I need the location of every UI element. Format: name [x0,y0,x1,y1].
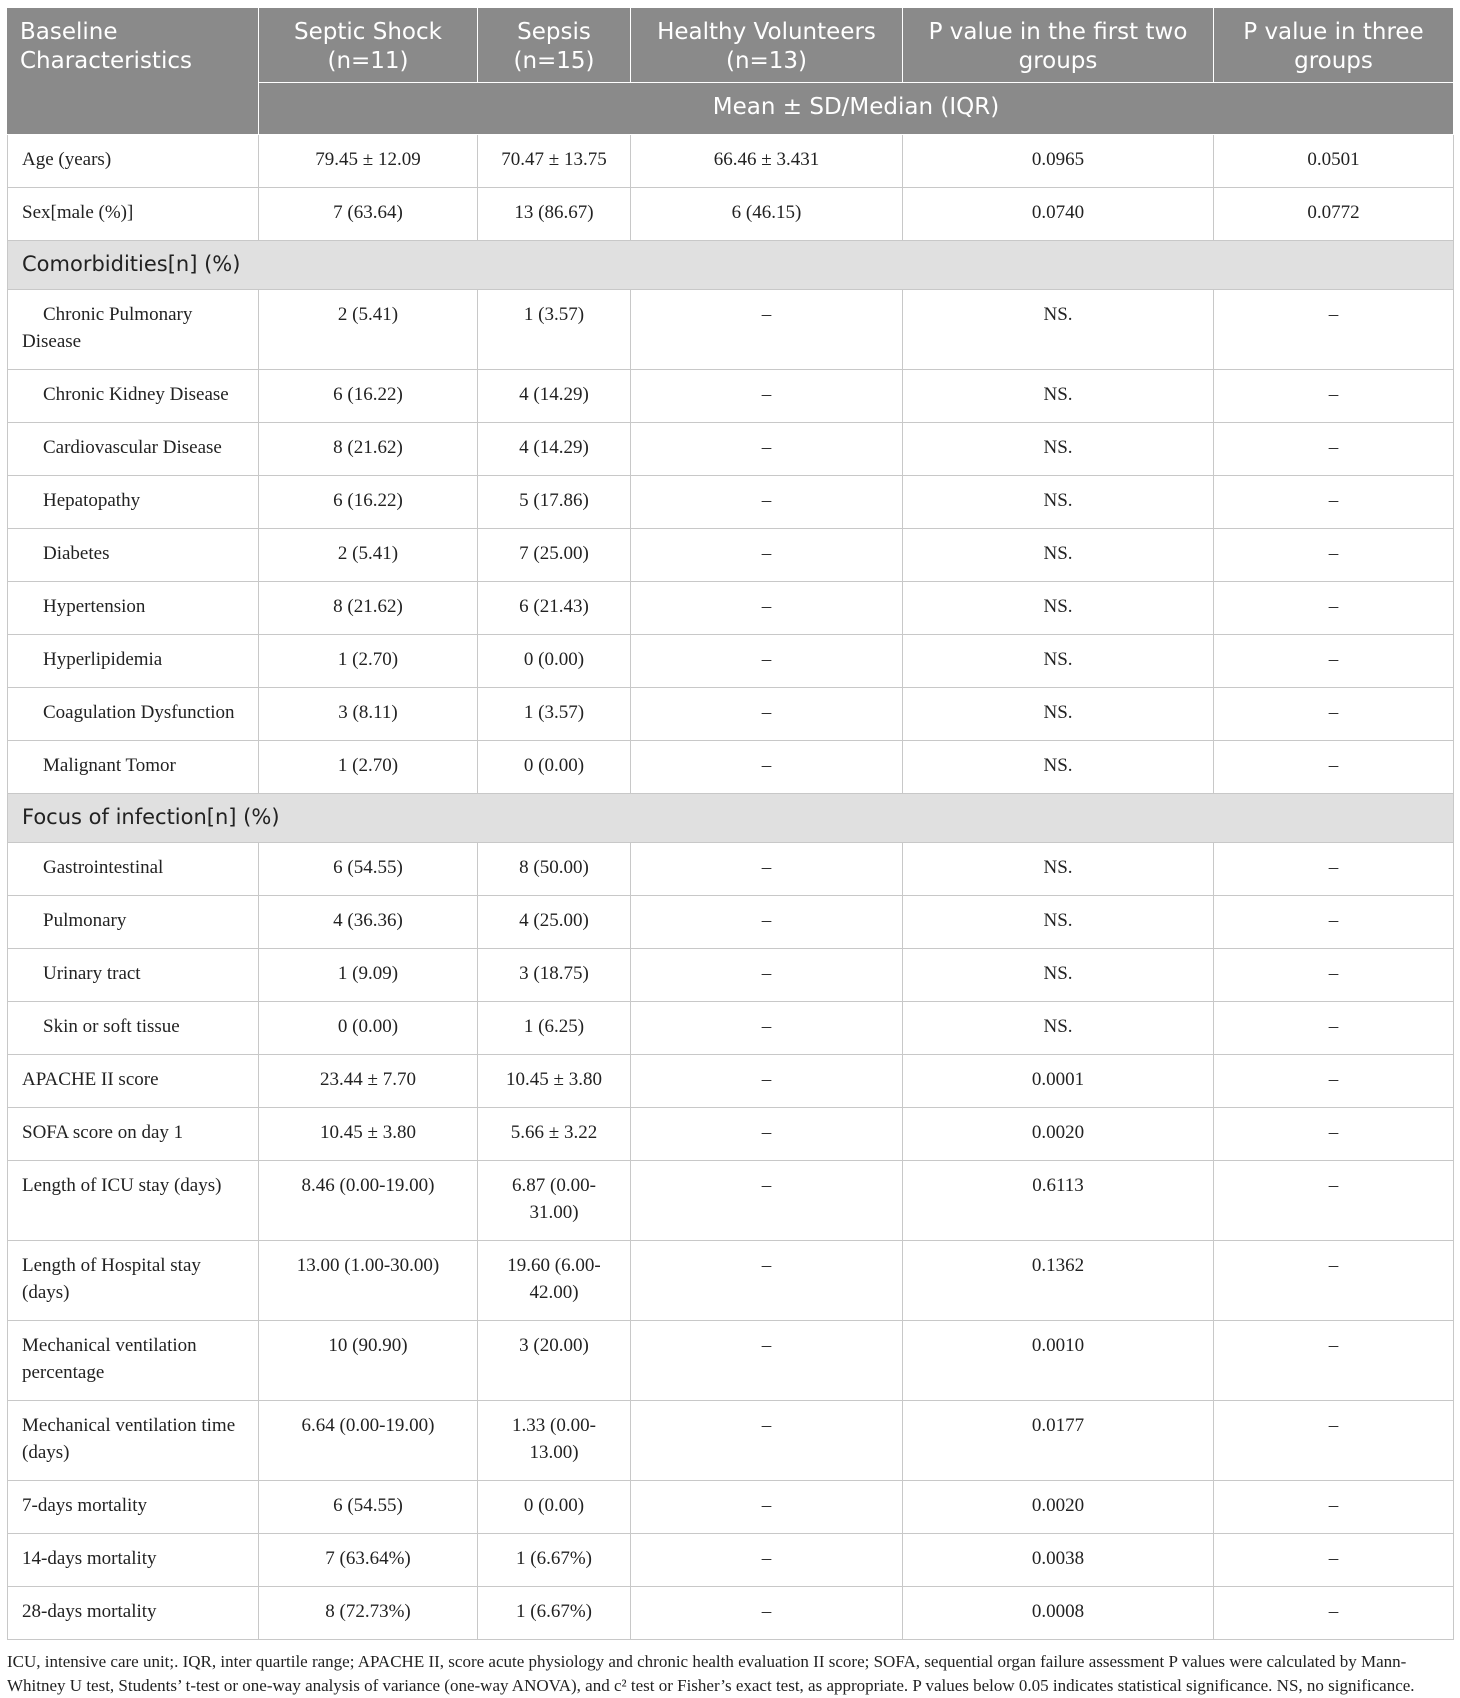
header-units-subheader: Mean ± SD/Median (IQR) [259,83,1454,135]
p-value-two-groups: NS. [903,582,1214,635]
table-row [8,476,1454,529]
row-label: Cardiovascular Disease [8,423,259,476]
header-sepsis: Sepsis (n=15) [478,8,631,83]
p-value-two-groups: 0.1362 [903,1241,1214,1321]
table-row [8,423,1454,476]
section-title: Comorbidities[n] (%) [8,241,1454,290]
row-label: 14-days mortality [8,1534,259,1587]
sepsis-value: 1 (6.67%) [478,1587,631,1640]
row-label: 7-days mortality [8,1481,259,1534]
row-label: Malignant Tomor [8,741,259,794]
sepsis-value: 4 (25.00) [478,896,631,949]
p-value-two-groups: NS. [903,290,1214,370]
sepsis-value: 10.45 ± 3.80 [478,1055,631,1108]
table-row [8,1161,1454,1241]
healthy-volunteers-value: – [631,582,903,635]
p-value-two-groups: NS. [903,688,1214,741]
septic-shock-value: 2 (5.41) [259,290,478,370]
healthy-volunteers-value: – [631,1055,903,1108]
sepsis-value: 1 (3.57) [478,688,631,741]
p-value-two-groups: NS. [903,896,1214,949]
p-value-three-groups: – [1214,896,1454,949]
row-label: Pulmonary [8,896,259,949]
healthy-volunteers-value: – [631,635,903,688]
p-value-three-groups: – [1214,1055,1454,1108]
healthy-volunteers-value: – [631,741,903,794]
table-row [8,290,1454,370]
p-value-three-groups: – [1214,1161,1454,1241]
p-value-three-groups: – [1214,1481,1454,1534]
healthy-volunteers-value: – [631,423,903,476]
healthy-volunteers-value: – [631,476,903,529]
p-value-three-groups: – [1214,688,1454,741]
p-value-three-groups: – [1214,1401,1454,1481]
healthy-volunteers-value: – [631,1161,903,1241]
row-label: Hypertension [8,582,259,635]
row-label: Mechanical ventilation time (days) [8,1401,259,1481]
septic-shock-value: 8.46 (0.00-19.00) [259,1161,478,1241]
sepsis-value: 1.33 (0.00-13.00) [478,1401,631,1481]
table-row [8,582,1454,635]
septic-shock-value: 8 (72.73%) [259,1587,478,1640]
table-row [8,135,1454,188]
sepsis-value: 0 (0.00) [478,1481,631,1534]
septic-shock-value: 10 (90.90) [259,1321,478,1401]
table-row [8,741,1454,794]
row-label: Chronic Kidney Disease [8,370,259,423]
sepsis-value: 4 (14.29) [478,370,631,423]
healthy-volunteers-value: – [631,290,903,370]
healthy-volunteers-value: – [631,1481,903,1534]
p-value-three-groups: – [1214,1534,1454,1587]
row-label: Length of Hospital stay (days) [8,1241,259,1321]
septic-shock-value: 3 (8.11) [259,688,478,741]
table-row [8,1108,1454,1161]
sepsis-value: 6.87 (0.00-31.00) [478,1161,631,1241]
sepsis-value: 8 (50.00) [478,843,631,896]
healthy-volunteers-value: 6 (46.15) [631,188,903,241]
septic-shock-value: 10.45 ± 3.80 [259,1108,478,1161]
header-baseline-characteristics: Baseline Characteristics [8,8,259,135]
section-header-row [8,241,1454,290]
sepsis-value: 6 (21.43) [478,582,631,635]
table-row [8,1481,1454,1534]
row-label: Urinary tract [8,949,259,1002]
sepsis-value: 19.60 (6.00-42.00) [478,1241,631,1321]
p-value-two-groups: 0.6113 [903,1161,1214,1241]
row-label: Skin or soft tissue [8,1002,259,1055]
healthy-volunteers-value: – [631,1002,903,1055]
table-row [8,949,1454,1002]
table-row [8,635,1454,688]
p-value-three-groups: – [1214,843,1454,896]
sepsis-value: 1 (6.25) [478,1002,631,1055]
healthy-volunteers-value: – [631,843,903,896]
healthy-volunteers-value: 66.46 ± 3.431 [631,135,903,188]
header-healthy-volunteers: Healthy Volunteers (n=13) [631,8,903,83]
p-value-three-groups: – [1214,290,1454,370]
p-value-three-groups: – [1214,1241,1454,1321]
sepsis-value: 0 (0.00) [478,635,631,688]
p-value-three-groups: 0.0501 [1214,135,1454,188]
p-value-three-groups: – [1214,1002,1454,1055]
sepsis-value: 0 (0.00) [478,741,631,794]
septic-shock-value: 23.44 ± 7.70 [259,1055,478,1108]
septic-shock-value: 6 (54.55) [259,843,478,896]
table-container [7,7,1453,1698]
p-value-two-groups: 0.0020 [903,1108,1214,1161]
table-row [8,896,1454,949]
p-value-two-groups: NS. [903,741,1214,794]
row-label: APACHE II score [8,1055,259,1108]
p-value-three-groups: – [1214,423,1454,476]
p-value-three-groups: – [1214,476,1454,529]
table-row [8,1321,1454,1401]
healthy-volunteers-value: – [631,1534,903,1587]
table-row [8,1534,1454,1587]
p-value-two-groups: 0.0038 [903,1534,1214,1587]
p-value-three-groups: – [1214,529,1454,582]
p-value-three-groups: – [1214,1108,1454,1161]
table-footnote: ICU, intensive care unit;. IQR, inter quartile range; APACHE II, score acute physiology and chronic health evaluation II score; SOFA, sequential organ failure assessment P values were calculated by Mann-Whitney U test, Students’ t-test or one-way analysis of variance (one-way ANOVA), and c² test or Fisher’s exact test, as appropriate. P values below 0.05 indicates statistical significance. NS, no significance. [7,1652,1415,1695]
section-title: Focus of infection[n] (%) [8,794,1454,843]
sepsis-value: 5 (17.86) [478,476,631,529]
septic-shock-value: 8 (21.62) [259,423,478,476]
sepsis-value: 4 (14.29) [478,423,631,476]
p-value-three-groups: – [1214,370,1454,423]
septic-shock-value: 79.45 ± 12.09 [259,135,478,188]
table-row [8,1055,1454,1108]
septic-shock-value: 1 (2.70) [259,741,478,794]
p-value-three-groups: – [1214,741,1454,794]
septic-shock-value: 1 (2.70) [259,635,478,688]
table-row [8,370,1454,423]
table-row [8,1241,1454,1321]
section-header-row [8,794,1454,843]
header-p-value-two-groups: P value in the first two groups [903,8,1214,83]
septic-shock-value: 2 (5.41) [259,529,478,582]
healthy-volunteers-value: – [631,370,903,423]
septic-shock-value: 0 (0.00) [259,1002,478,1055]
p-value-three-groups: – [1214,949,1454,1002]
p-value-two-groups: 0.0965 [903,135,1214,188]
row-label: 28-days mortality [8,1587,259,1640]
p-value-two-groups: NS. [903,1002,1214,1055]
septic-shock-value: 6 (16.22) [259,476,478,529]
septic-shock-value: 7 (63.64%) [259,1534,478,1587]
row-label: Diabetes [8,529,259,582]
table-body [8,135,1454,1640]
row-label: Mechanical ventilation percentage [8,1321,259,1401]
row-label: Chronic Pulmonary Disease [8,290,259,370]
sepsis-value: 7 (25.00) [478,529,631,582]
p-value-two-groups: NS. [903,949,1214,1002]
table-row [8,688,1454,741]
table-header [8,8,1454,135]
sepsis-value: 13 (86.67) [478,188,631,241]
sepsis-value: 3 (18.75) [478,949,631,1002]
healthy-volunteers-value: – [631,949,903,1002]
septic-shock-value: 6.64 (0.00-19.00) [259,1401,478,1481]
p-value-three-groups: 0.0772 [1214,188,1454,241]
healthy-volunteers-value: – [631,896,903,949]
row-label: Length of ICU stay (days) [8,1161,259,1241]
p-value-two-groups: 0.0010 [903,1321,1214,1401]
row-label: Age (years) [8,135,259,188]
p-value-two-groups: 0.0001 [903,1055,1214,1108]
septic-shock-value: 6 (54.55) [259,1481,478,1534]
table-row [8,1401,1454,1481]
p-value-two-groups: NS. [903,529,1214,582]
p-value-two-groups: NS. [903,370,1214,423]
healthy-volunteers-value: – [631,1587,903,1640]
septic-shock-value: 8 (21.62) [259,582,478,635]
baseline-characteristics-table [7,7,1454,1640]
septic-shock-value: 6 (16.22) [259,370,478,423]
healthy-volunteers-value: – [631,1241,903,1321]
table-row [8,1587,1454,1640]
septic-shock-value: 4 (36.36) [259,896,478,949]
sepsis-value: 3 (20.00) [478,1321,631,1401]
healthy-volunteers-value: – [631,1108,903,1161]
septic-shock-value: 7 (63.64) [259,188,478,241]
sepsis-value: 1 (3.57) [478,290,631,370]
sepsis-value: 70.47 ± 13.75 [478,135,631,188]
p-value-three-groups: – [1214,1321,1454,1401]
p-value-three-groups: – [1214,582,1454,635]
table-row [8,843,1454,896]
p-value-two-groups: 0.0008 [903,1587,1214,1640]
table-row [8,1002,1454,1055]
row-label: Gastrointestinal [8,843,259,896]
table-row [8,529,1454,582]
header-septic-shock: Septic Shock (n=11) [259,8,478,83]
healthy-volunteers-value: – [631,529,903,582]
p-value-two-groups: NS. [903,476,1214,529]
p-value-three-groups: – [1214,635,1454,688]
row-label: Sex[male (%)] [8,188,259,241]
p-value-three-groups: – [1214,1587,1454,1640]
p-value-two-groups: 0.0740 [903,188,1214,241]
sepsis-value: 5.66 ± 3.22 [478,1108,631,1161]
p-value-two-groups: NS. [903,423,1214,476]
sepsis-value: 1 (6.67%) [478,1534,631,1587]
p-value-two-groups: 0.0177 [903,1401,1214,1481]
septic-shock-value: 13.00 (1.00-30.00) [259,1241,478,1321]
table-row [8,188,1454,241]
row-label: SOFA score on day 1 [8,1108,259,1161]
header-p-value-three-groups: P value in three groups [1214,8,1454,83]
p-value-two-groups: NS. [903,843,1214,896]
septic-shock-value: 1 (9.09) [259,949,478,1002]
healthy-volunteers-value: – [631,688,903,741]
row-label: Hyperlipidemia [8,635,259,688]
p-value-two-groups: 0.0020 [903,1481,1214,1534]
row-label: Coagulation Dysfunction [8,688,259,741]
row-label: Hepatopathy [8,476,259,529]
healthy-volunteers-value: – [631,1321,903,1401]
healthy-volunteers-value: – [631,1401,903,1481]
p-value-two-groups: NS. [903,635,1214,688]
